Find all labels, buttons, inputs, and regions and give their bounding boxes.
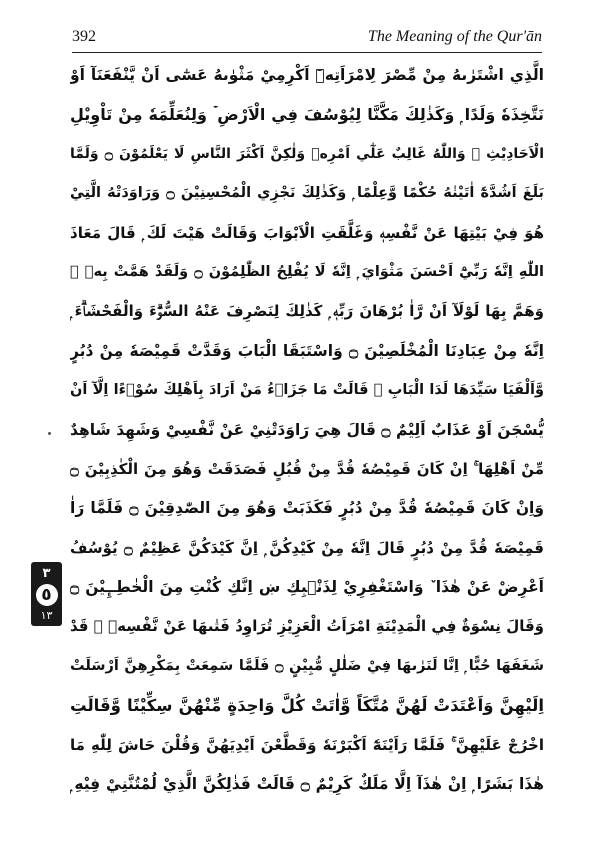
text-line: وَاِنْ كَانَ قَمِيْصُهٗ قُدَّ مِنْ دُبُرٍ فَكَذَبَتْ وَهُوَ مِنَ الصّٰدِقِيْنَ ۝ فَلَمَّا رَاٰ [70,499,544,518]
text-line: نَتَّخِذَهٗ وَلَدًا ۭ وَكَذٰلِكَ مَكَّنَّا لِيُوْسُفَ فِي الْاَرْضِ ۡ وَلِنُعَلِّمَهٗ مِنْ تَاْوِيْلِ [70,105,544,125]
running-title: The Meaning of the Qur'ān [367,28,542,45]
header-rule [72,52,542,53]
text-line: بَلَغَ اَشُدَّهٗٓ اٰتَيْنٰهُ حُكْمًا وَّعِلْمًا ۭ وَكَذٰلِكَ نَجْزِي الْمُحْسِنِيْنَ ۝ وَرَاوَدَتْهُ الَّتِيْ [70,185,544,202]
text-line: وَّاَلْفَيَا سَيِّدَهَا لَدَا الْبَابِ ۭ قَالَتْ مَا جَزَاۗءُ مَنْ اَرَادَ بِاَهْلِكَ سُوْۗءًا اِلَّآ اَنْ [70,382,544,399]
text-line: اِلَيْهِنَّ وَاَعْتَدَتْ لَهُنَّ مُتَّكَاً وَّاٰتَتْ كُلَّ وَاحِدَةٍ مِّنْهُنَّ سِكِّيْنًا وَّقَالَتِ [70,696,544,716]
ruku-marker-top: ٣ [42,566,51,581]
text-line: اخْرُجْ عَلَيْهِنَّ ۚ فَلَمَّا رَاَيْنَهٗٓ اَكْبَرْنَهٗ وَقَطَّعْنَ اَيْدِيَهُنَّ وَقُلْنَ حَاشَ لِلّٰهِ مَا [70,735,544,754]
text-line: يُّسْجَنَ اَوْ عَذَابٌ اَلِيْمٌ ۝ قَالَ هِيَ رَاوَدَتْنِيْ عَنْ نَّفْسِيْ وَشَهِدَ شَاهِدٌ [70,420,544,439]
ruku-marker [31,562,62,626]
text-line: الْاَحَادِيْثِ ۭ وَاللّٰهُ غَالِبٌ عَلٰٓي اَمْرِهٖ وَلٰكِنَّ اَكْثَرَ النَّاسِ لَا يَعْلَمُوْنَ ۝ وَلَمَّا [70,145,544,162]
text-line: هٰذَا بَشَرًا ۭ اِنْ هٰذَآ اِلَّا مَلَكٌ كَرِيْمٌ ۝ قَالَتْ فَذٰلِكُنَّ الَّذِيْ لُمْتُنَّنِيْ فِيْهِ ۭ [70,775,544,794]
text-line: مِّنْ اَهْلِهَا ۚ اِنْ كَانَ قَمِيْصُهٗ قُدَّ مِنْ قُبُلٍ فَصَدَقَتْ وَهُوَ مِنَ الْكٰذِبِيْنَ ۝ [70,459,544,478]
text-line: اِنَّهٗ مِنْ عِبَادِنَا الْمُخْلَصِيْنَ ۝ وَاسْتَبَقَا الْبَابَ وَقَدَّتْ قَمِيْصَهٗ مِنْ دُبُرٍ [70,341,544,360]
page-number: 392 [72,28,96,45]
ruku-marker-bottom: ١٣ [40,609,53,622]
arabic-text-block [70,56,544,804]
text-line: قَمِيْصَهٗ قُدَّ مِنْ دُبُرٍ قَالَ اِنَّهٗ مِنْ كَيْدِكُنَّ ۭ اِنَّ كَيْدَكُنَّ عَظِيْمٌ ۝ يُوْسُفُ [70,538,544,557]
text-line: اَعْرِضْ عَنْ هٰذَا ٚ وَاسْتَغْفِرِيْ لِذَنْۢبِكِ ښ اِنَّكِ كُنْتِ مِنَ الْخٰطِــِٕيْنَ ۝ [70,578,544,597]
text-line: شَغَفَهَا حُبًّا ۭ اِنَّا لَنَرٰىهَا فِيْ ضَلٰلٍ مُّبِيْنٍ ۝ فَلَمَّا سَمِعَتْ بِمَكْرِهِنَّ اَرْسَلَتْ [70,657,544,674]
text-line: اللّٰهِ اِنَّهٗ رَبِّيْٓ اَحْسَنَ مَثْوَايَ ۭ اِنَّهٗ لَا يُفْلِحُ الظّٰلِمُوْنَ ۝ وَلَقَدْ هَمَّتْ بِهٖ ۚ [70,263,544,280]
ruku-marker-middle: ٥ [36,584,58,606]
margin-dot [48,432,51,435]
text-line: هُوَ فِيْ بَيْتِهَا عَنْ نَّفْسِهٖ وَغَلَّقَتِ الْاَبْوَابَ وَقَالَتْ هَيْتَ لَكَ ۭ قَالَ مَعَاذَ [70,223,544,242]
text-line: وَهَمَّ بِهَا لَوْلَآ اَنْ رَّاٰ بُرْهَانَ رَبِّهٖ ۭ كَذٰلِكَ لِنَصْرِفَ عَنْهُ السُّوْۗءَ وَالْفَحْشَاۗءَ ۭ [70,302,544,321]
text-line: وَقَالَ نِسْوَةٌ فِي الْمَدِيْنَةِ امْرَاَتُ الْعَزِيْزِ تُرَاوِدُ فَتٰىهَا عَنْ نَّفْسِهٖ ۚ قَدْ [70,617,544,636]
text-line: الَّذِي اشْتَرٰىهُ مِنْ مِّصْرَ لِامْرَاَتِهٖٓ اَكْرِمِيْ مَثْوٰىهُ عَسٰٓى اَنْ يَّنْفَعَنَآ اَوْ [70,66,544,84]
page-header [72,28,542,50]
